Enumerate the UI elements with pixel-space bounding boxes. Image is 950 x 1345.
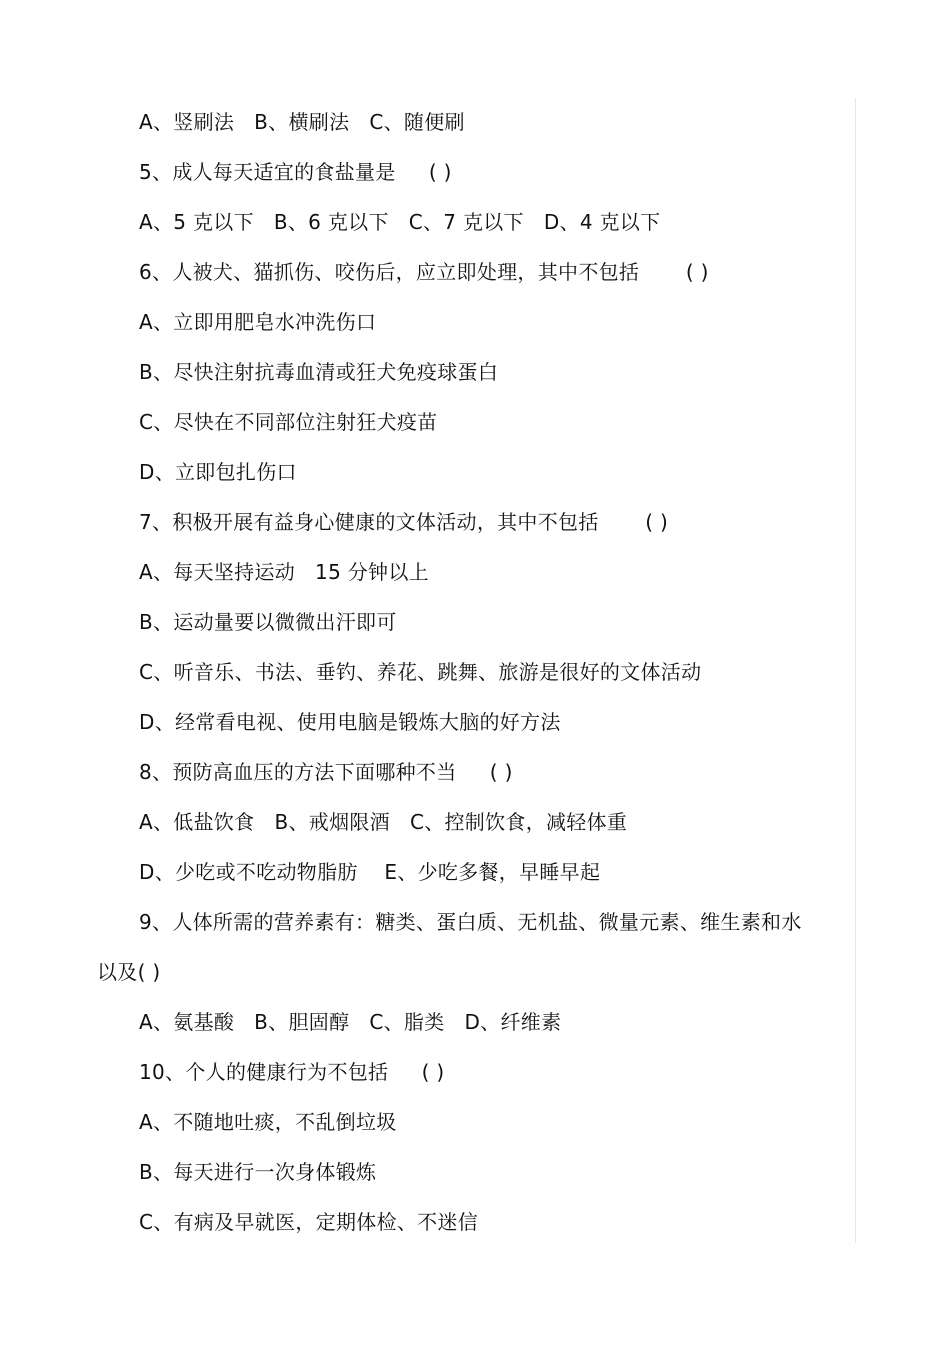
q5-question: 5、成人每天适宜的食盐量是 ( )	[139, 160, 452, 184]
q6-option-d: D、立即包扎伤口	[139, 460, 297, 484]
q8-options-de: D、少吃或不吃动物脂肪 E、少吃多餐，早睡早起	[139, 860, 601, 884]
q7-option-a: A、每天坚持运动 15 分钟以上	[139, 560, 429, 584]
page-edge-rule	[855, 98, 856, 1243]
q9-question-cont: 以及( )	[97, 960, 161, 984]
q7-option-c: C、听音乐、书法、垂钓、养花、跳舞、旅游是很好的文体活动	[139, 660, 702, 684]
q10-question: 10、个人的健康行为不包括 ( )	[139, 1060, 445, 1084]
q9-question: 9、人体所需的营养素有：糖类、蛋白质、无机盐、微量元素、维生素和水	[139, 910, 802, 934]
q6-question: 6、人被犬、猫抓伤、咬伤后，应立即处理，其中不包括 ( )	[139, 260, 709, 284]
q10-option-b: B、每天进行一次身体锻炼	[139, 1160, 377, 1184]
q6-option-a: A、立即用肥皂水冲洗伤口	[139, 310, 377, 334]
q10-option-c: C、有病及早就医，定期体检、不迷信	[139, 1210, 479, 1234]
q5-options: A、5 克以下 B、6 克以下 C、7 克以下 D、4 克以下	[139, 210, 661, 234]
q7-option-d: D、经常看电视、使用电脑是锻炼大脑的好方法	[139, 710, 561, 734]
q7-question: 7、积极开展有益身心健康的文体活动，其中不包括 ( )	[139, 510, 669, 534]
q4-options: A、竖刷法 B、横刷法 C、随便刷	[139, 110, 465, 134]
q10-option-a: A、不随地吐痰，不乱倒垃圾	[139, 1110, 397, 1134]
q7-option-b: B、运动量要以微微出汗即可	[139, 610, 397, 634]
q6-option-c: C、尽快在不同部位注射狂犬疫苗	[139, 410, 438, 434]
q8-options-abc: A、低盐饮食 B、戒烟限酒 C、控制饮食，减轻体重	[139, 810, 628, 834]
q8-question: 8、预防高血压的方法下面哪种不当 ( )	[139, 760, 513, 784]
q6-option-b: B、尽快注射抗毒血清或狂犬免疫球蛋白	[139, 360, 499, 384]
q9-options: A、氨基酸 B、胆固醇 C、脂类 D、纤维素	[139, 1010, 562, 1034]
